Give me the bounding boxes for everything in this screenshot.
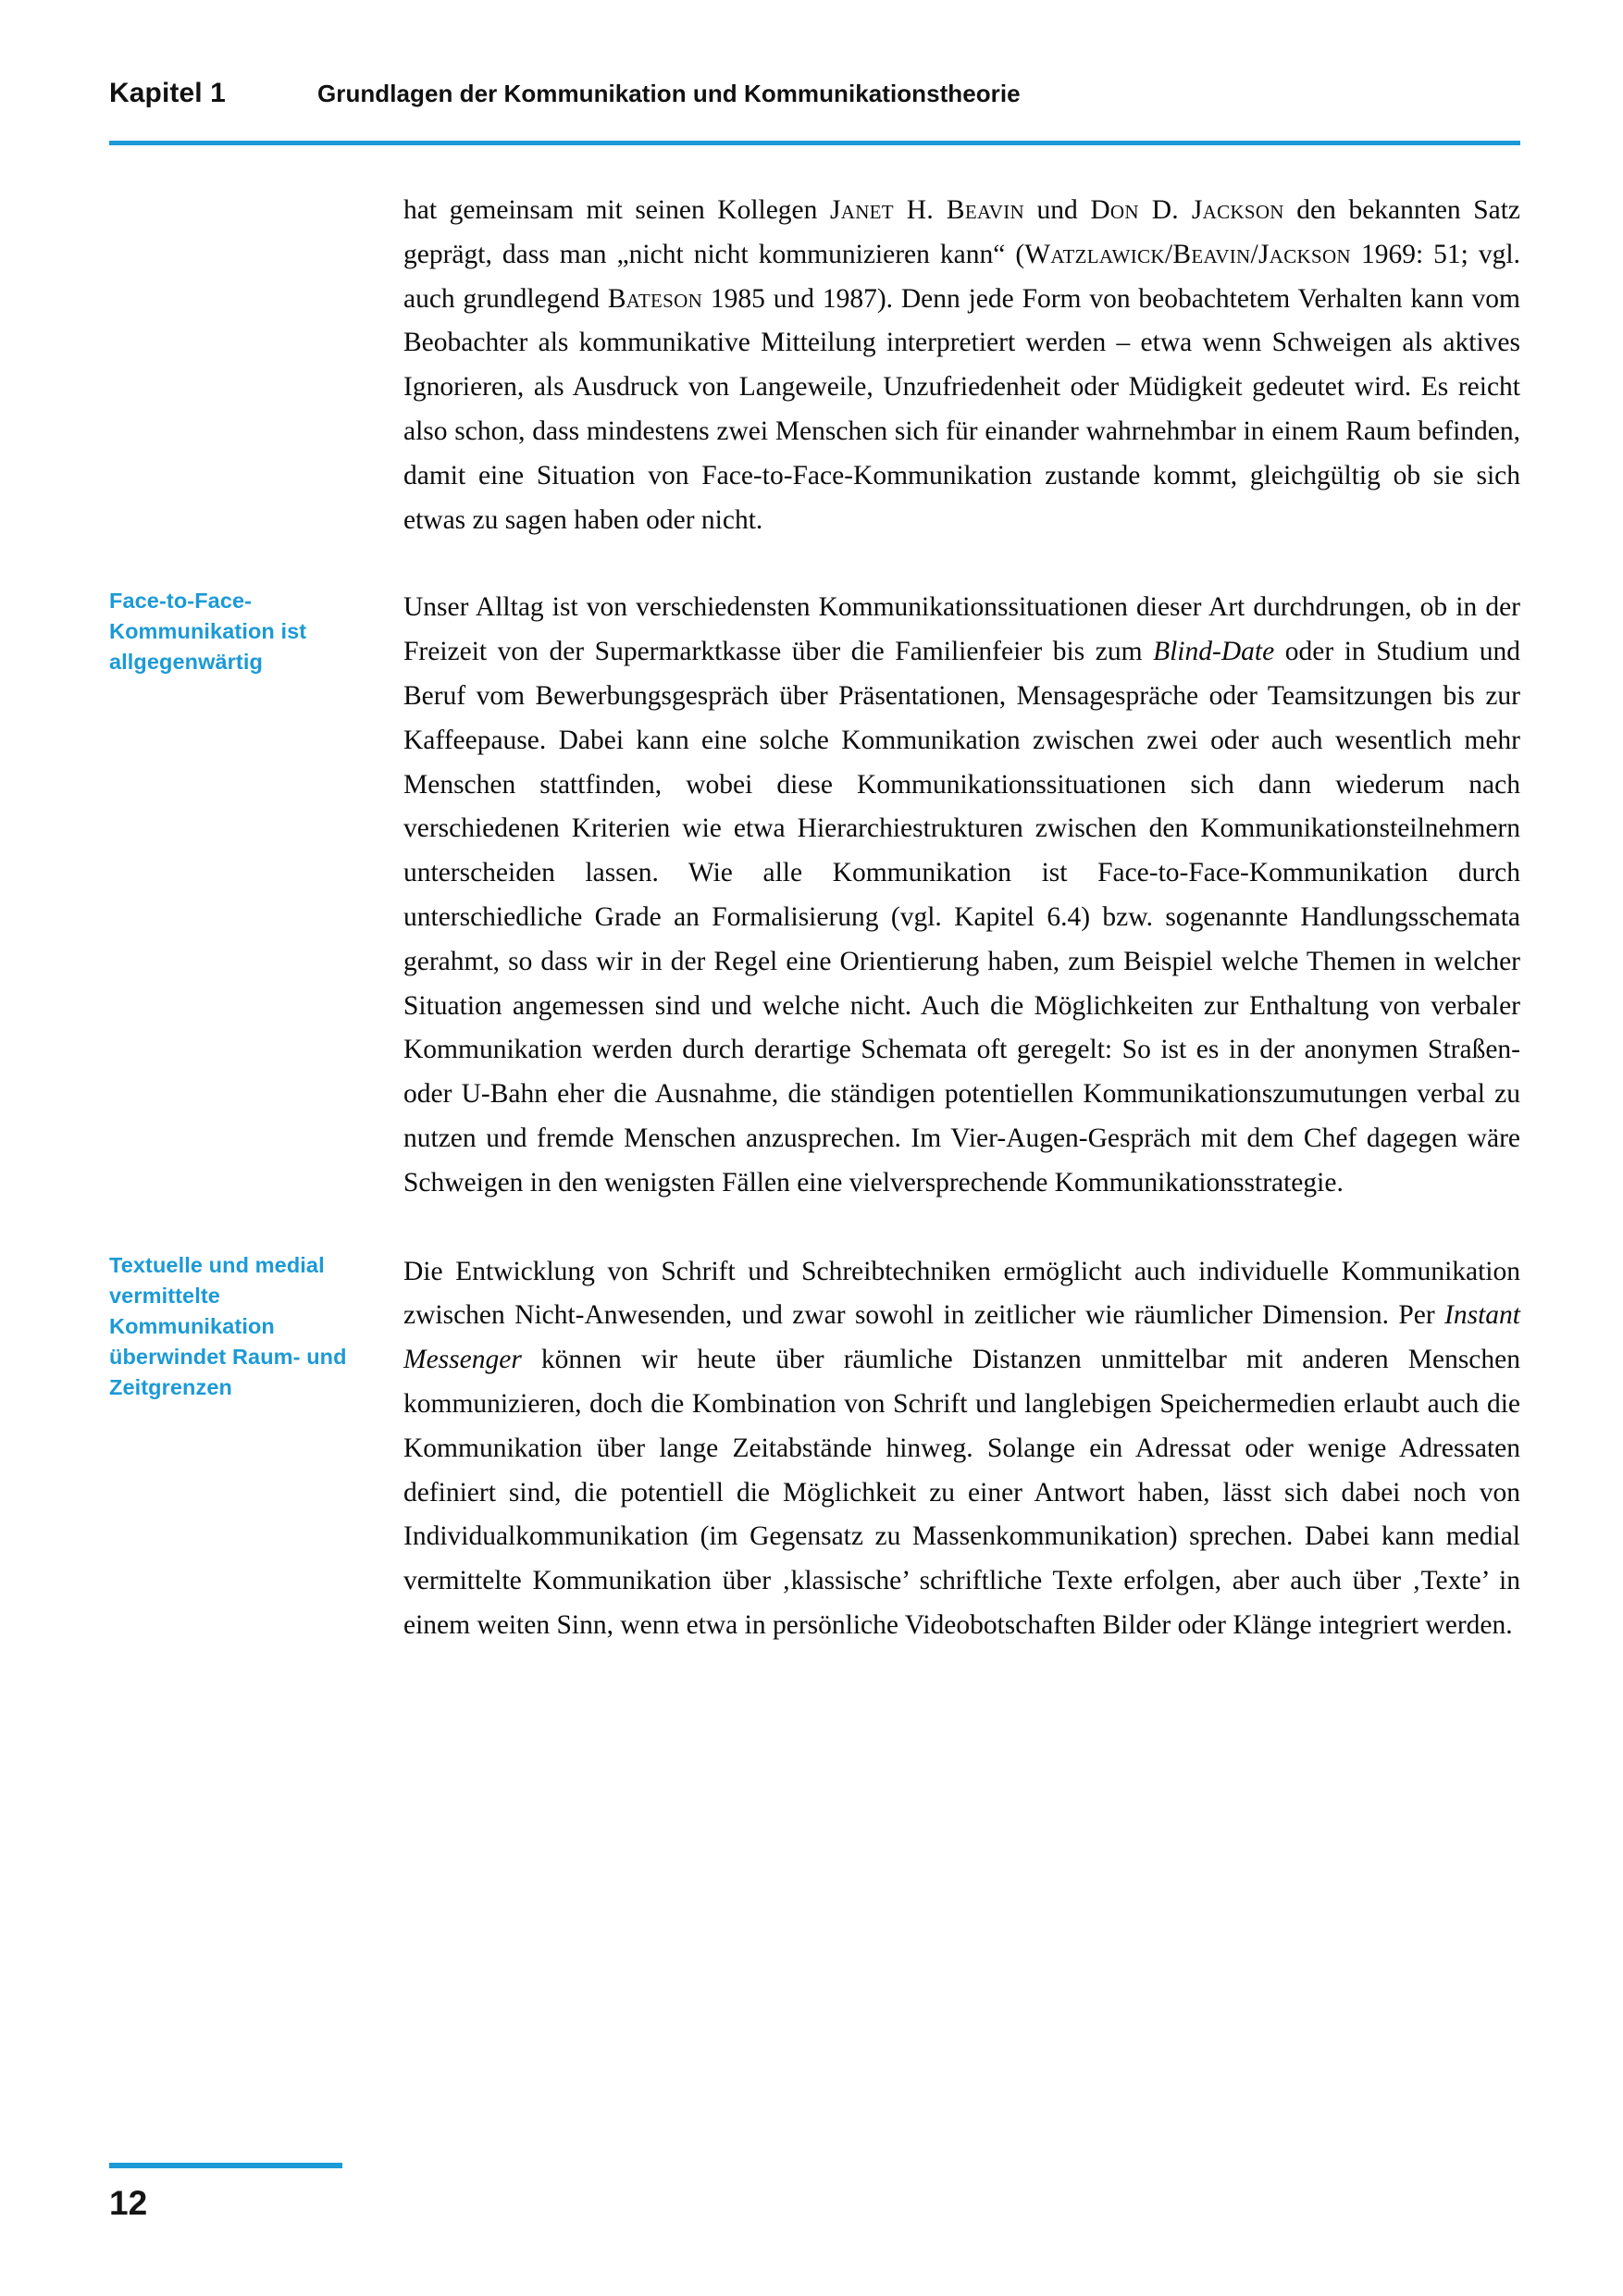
- small-caps-name: Watzlawick/Beavin/Jackson: [1024, 239, 1351, 269]
- text-block-2: [109, 586, 1520, 1205]
- block-spacer-2: [109, 1206, 1520, 1250]
- paragraph-1: hat gemeinsam mit seinen Kollegen Janet H. Beavin und Don D. Jackson den bekannten Satz geprägt, dass man „nicht nicht kommunizieren kann“ (Watzlawick/Beavin/Jackson 1969: 51; vgl. auch grundlegend Bateson 1985 und 1987). Denn jede Form von beobachtetem Verhalten kann vom Beobachter als kommunikative Mitteilung interpretiert werden – etwa wenn Schweigen als aktives Ignorieren, als Ausdruck von Langeweile, Unzufriedenheit oder Müdigkeit gedeutet wird. Es reicht also schon, dass mindestens zwei Menschen sich für einander wahrnehmbar in einem Raum befinden, damit eine Situation von Face-to-Face-Kommunikation zustande kommt, gleichgültig ob sie sich etwas zu sagen haben oder nicht.: [403, 195, 1521, 535]
- text-block-1: [109, 189, 1520, 542]
- text-block-3: [109, 1250, 1520, 1648]
- running-head-title: Grundlagen der Kommunikation und Kommunikationstheorie: [317, 80, 1021, 107]
- body-column-2: [403, 586, 1520, 1205]
- body-column-3: [403, 1250, 1520, 1648]
- running-head: [109, 78, 1516, 109]
- small-caps-name: Don D. Jackson: [1090, 195, 1284, 225]
- paragraph-2: Unser Alltag ist von verschiedensten Kommunikationssituationen dieser Art durchdrungen, ob in der Freizeit von der Supermarktkasse über die Familienfeier bis zum Blind-Date oder in Studium und Beruf vom Bewerbungsgespräch über Präsentationen, Mensagespräche oder Teamsitzungen bis zur Kaffeepause. Dabei kann eine solche Kommunikation zwischen zwei oder auch wesentlich mehr Menschen stattfinden, wobei diese Kommunikationssituationen sich dann wiederum nach verschiedenen Kriterien wie etwa Hierarchiestrukturen zwischen den Kommunikationsteilnehmern unterscheiden lassen. Wie alle Kommunikation ist Face-to-Face-Kommunikation durch unterschiedliche Grade an Formalisierung (vgl. Kapitel 6.4) bzw. sogenannte Handlungsschemata gerahmt, so dass wir in der Regel eine Orientierung haben, zum Beispiel welche Themen in welcher Situation angemessen sind und welche nicht. Auch die Möglichkeiten zur Enthaltung von verbaler Kommunikation werden durch derartige Schemata oft geregelt: So ist es in der anonymen Straßen- oder U-Bahn eher die Ausnahme, die ständigen potentiellen Kommunikationszumutungen verbal zu nutzen und fremde Menschen anzusprechen. Im Vier-Augen-Gespräch mit dem Chef dagegen wäre Schweigen in den wenigsten Fällen eine vielversprechende Kommunikationsstrategie.: [403, 592, 1520, 1198]
- body-column-1: [403, 189, 1520, 542]
- marginal-note-3: Textuelle und medial vermittelte Kommunikation überwindet Raum- und Zeitgrenzen: [109, 1252, 347, 1399]
- small-caps-name: Bateson: [607, 283, 703, 314]
- header-rule: [109, 141, 1520, 145]
- page-content: [109, 189, 1520, 1648]
- block-spacer-1: [109, 542, 1520, 586]
- footer-rule: [109, 2163, 342, 2168]
- page-number: 12: [109, 2184, 148, 2222]
- marginal-note-2: Face-to-Face-Kommunikation ist allgegenwärtig: [109, 589, 307, 675]
- italic-term: Instant Messenger: [403, 1300, 1520, 1375]
- italic-term: Blind-Date: [1153, 637, 1275, 667]
- paragraph-3: Die Entwicklung von Schrift und Schreibtechniken ermöglicht auch individuelle Kommunikation zwischen Nicht-Anwesenden, und zwar sowohl in zeitlicher wie räumlicher Dimension. Per Instant Messenger können wir heute über räumliche Distanzen unmittelbar mit anderen Menschen kommunizieren, doch die Kombination von Schrift und langlebigen Speichermedien erlaubt auch die Kommunikation über lange Zeitabstände hinweg. Solange ein Adressat oder wenige Adressaten definiert sind, die potentiell die Möglichkeit zu einer Antwort haben, lässt sich dabei noch von Individualkommunikation (im Gegensatz zu Massenkommunikation) sprechen. Dabei kann medial vermittelte Kommunikation über ‚klassische’ schriftliche Texte erfolgen, aber auch über ‚Texte’ in einem weiten Sinn, wenn etwa in persönliche Videobotschaften Bilder oder Klänge integriert werden.: [403, 1256, 1520, 1640]
- running-head-chapter: Kapitel 1: [109, 78, 226, 108]
- small-caps-name: Janet H. Beavin: [829, 195, 1024, 225]
